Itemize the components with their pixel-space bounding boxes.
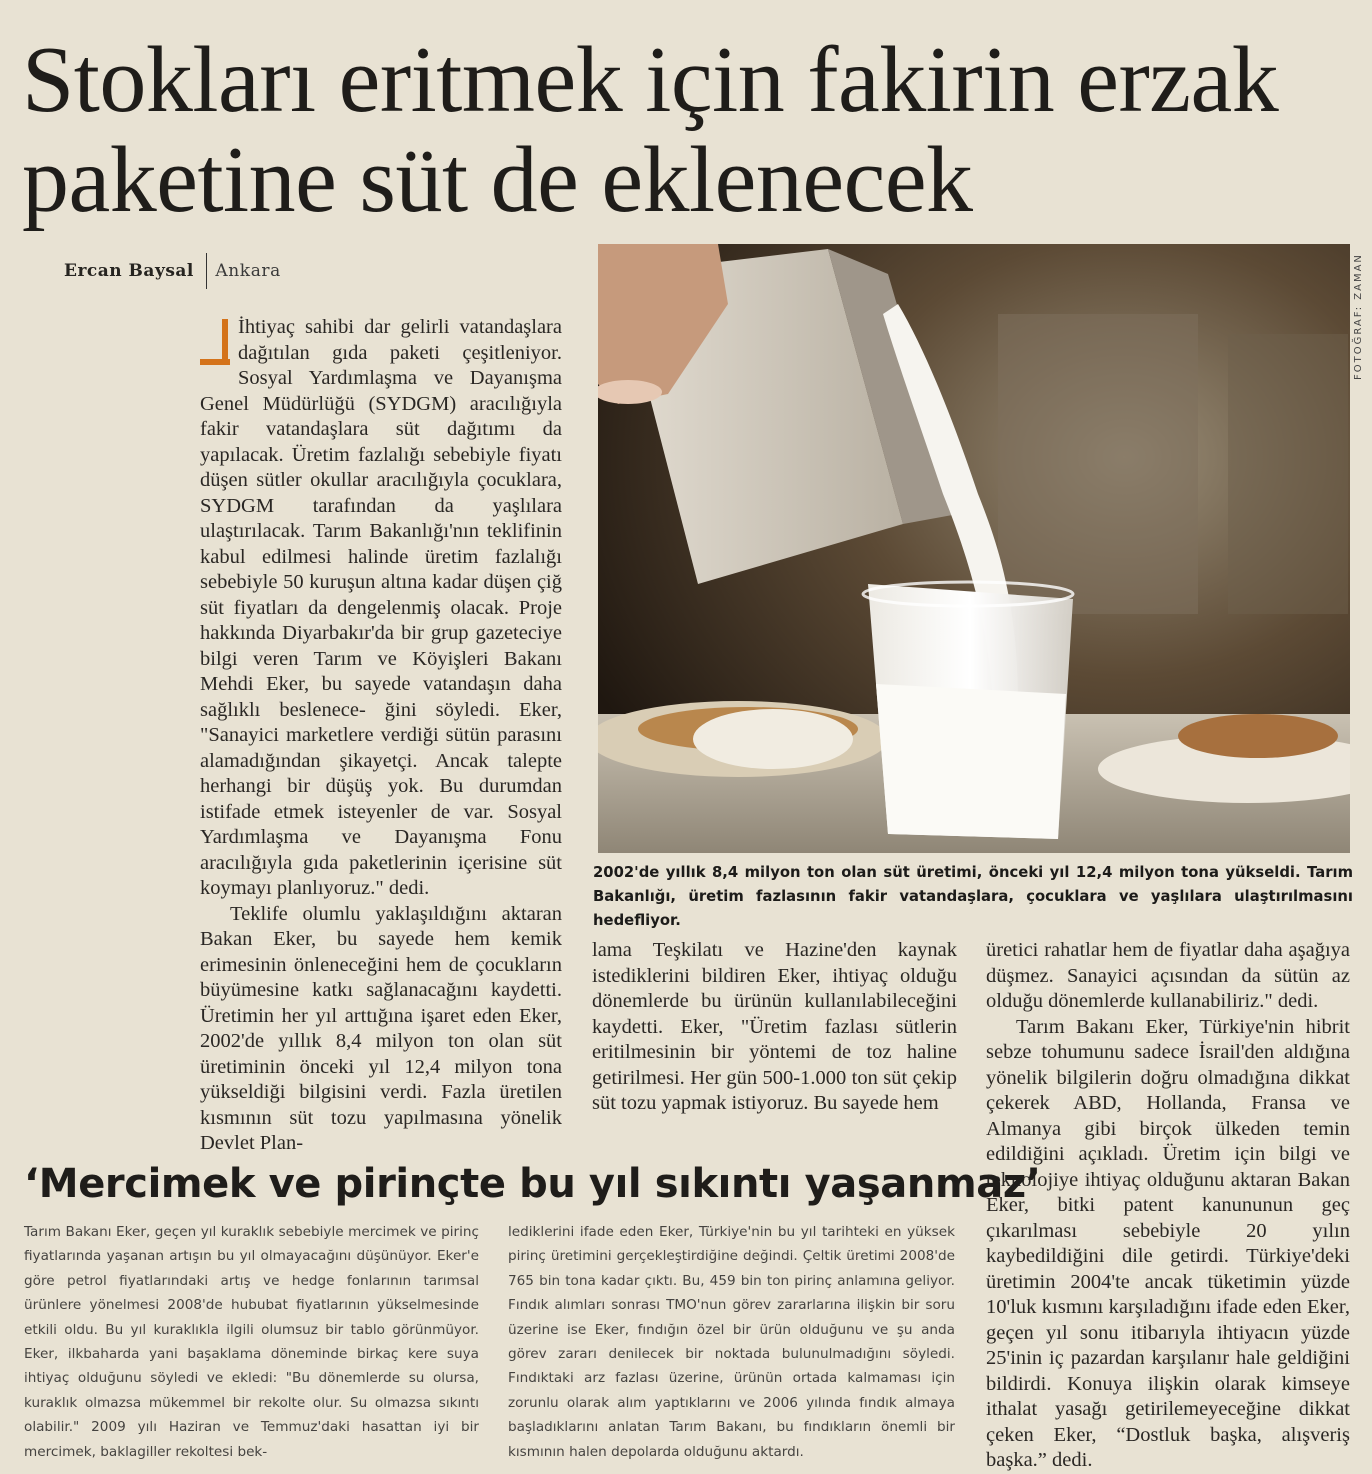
- milk-pouring-image: [598, 244, 1350, 853]
- article-column-1: [200, 315, 562, 1157]
- drop-marker-icon: [200, 319, 230, 371]
- milk-photo: [598, 244, 1350, 853]
- article-column-3: [986, 938, 1350, 1474]
- article-paragraph: lama Teşkilatı ve Hazine'den kaynak istediklerini bildiren Eker, ihtiyaç olduğu dönemlerde bu ürünün kullanılabileceğini kaydetti. Eker, "Üretim fazlası sütlerin eritilmesinin bir yöntemi de toz haline getirilmesi. Her gün 500-1.000 ton süt çekip süt tozu yapmak istiyoruz. Bu sayede hem: [592, 939, 957, 1114]
- headline: Stokları eritmek için fakirin erzak paketine süt de eklenecek: [22, 28, 1279, 232]
- byline: [64, 253, 281, 289]
- article-paragraph: İhtiyaç sahibi dar gelirli vatandaşlara dağıtılan gıda paketi çeşitleniyor. Sosyal Yardımlaşma ve Dayanışma Genel Müdürlüğü (SYDGM) aracılığıyla fakir vatandaşlara süt dağıtımı da yapılacak. Üretim fazlalığı sebebiyle fiyatı düşen sütler okullar aracılığıyla çocuklara, SYDGM tarafından da yaşlılara ulaştırılacak. Tarım Bakanlığı'nın teklifinin kabul edilmesi halinde üretim fazlalığı sebebiyle 50 kuruşun altına kadar düşen çiğ süt fiyatları da dengelenmiş olacak. Proje hakkında Diyarbakır'da bir grup gazeteciye bilgi veren Tarım ve Köyişleri Bakanı Mehdi Eker, bu sayede vatandaşın daha sağlıklı beslenece- ğini söyledi. Eker, "Sanayici marketlere verdiği sütün parasını alamadığından şikayetçi. Ancak talepte herhangi bir düşüş yok. Bu durumdan istifade etmek isteyenler de var. Sosyal Yardımlaşma ve Dayanışma Fonu aracılığıyla gıda paketlerinin içerisine süt koymayı planlıyoruz." dedi.: [200, 316, 562, 899]
- sidebar-column-2: [508, 1220, 955, 1464]
- byline-divider: [206, 253, 208, 289]
- article-paragraph: Teklife olumlu yaklaşıldığını aktaran Bakan Eker, bu sayede hem kemik erimesinin önleneceğini hem de çocukların büyümesine katkı sağlanacağını kaydetti. Üretimin her yıl arttığına işaret eden Eker, 2002'de yıllık 8,4 milyon ton olan süt üretiminin önceki yıl 12,4 milyon tona yükseldiği bilgisini verdi. Fazla üretilen kısmının süt tozu yapılmasına yönelik Devlet Plan-: [200, 902, 562, 1154]
- article-column-2: [592, 938, 957, 1117]
- photo-credit: FOTOĞRAF: ZAMAN: [1353, 253, 1364, 380]
- sidebar-column-1: [24, 1220, 479, 1464]
- byline-author: Ercan Baysal: [64, 261, 194, 281]
- photo-caption: 2002'de yıllık 8,4 milyon ton olan süt üretimi, önceki yıl 12,4 milyon tona yükseldi. Tarım Bakanlığı, üretim fazlasının fakir vatandaşlara, çocuklara ve yaşlılara ulaştırılmasını hedefliyor.: [593, 864, 1353, 929]
- sidebar-title: ‘Mercimek ve pirinçte bu yıl sıkıntı yaşanmaz’: [24, 1161, 1041, 1207]
- sidebar-paragraph: Tarım Bakanı Eker, geçen yıl kuraklık sebebiyle mercimek ve pirinç fiyatlarında yaşanan artışın bu yıl olmayacağını düşünüyor. Eker'e göre petrol fiyatlarındaki artış ve hedge fonlarının tarımsal ürünlere yönelmesi 2008'de hububat fiyatlarının yükselmesinde etkili oldu. Bu yıl kuraklıkla ilgili olumsuz bir tablo görünmüyor. Eker, ilkbaharda yani başaklama döneminde birkaç kere suya ihtiyaç olduğunu söyledi ve ekledi: "Bu dönemlerde su olursa, kuraklık olmazsa mükemmel bir rekolte olur. Su olmazsa sıkıntı olabilir." 2009 yılı Haziran ve Temmuz'daki hasattan iyi bir mercimek, baklagiller rekoltesi bek-: [24, 1224, 479, 1460]
- byline-place: Ankara: [215, 261, 281, 281]
- article-paragraph: Tarım Bakanı Eker, Türkiye'nin hibrit sebze tohumunu sadece İsrail'den aldığına yönelik bilgilerin doğru olmadığına dikkat çekerek ABD, Hollanda, Fransa ve Almanya gibi birçok ülkeden temin edildiğini açıkladı. Üretim için bilgi ve teknolojiye ihtiyaç olduğunu aktaran Bakan Eker, bitki patent kanununun geç çıkarılması sebebiyle 20 yılın kaybedildiğini dile getirdi. Türkiye'deki üretimin 2004'te ancak tüketimin yüzde 10'luk kısmını karşıladığını ifade eden Eker, geçen yıl sonu itibarıyla ihtiyacın yüzde 25'inin iç pazardan karşılanır hale geldiğini bildirdi. Konuya ilişkin olarak kimseye ithalat yasağı getirilemeyeceğine dikkat çeken Eker, “Dostluk başka, alışveriş başka.” dedi.: [986, 1015, 1350, 1471]
- sidebar-paragraph: lediklerini ifade eden Eker, Türkiye'nin bu yıl tarihteki en yüksek pirinç üretimini gerçekleştirdiğine değindi. Çeltik üretimi 2008'de 765 bin tona kadar çıktı. Bu, 459 bin ton pirinç anlamına geliyor. Fındık alımları sonrası TMO'nun görev zararlarına ilişkin bir soru üzerine ise Eker, fındığın özel bir ürün olduğunu ve şu anda görev zararı denilecek bir noktada bulunulmadığını söyledi. Fındıktaki arz fazlası üzerine, ürünün ortada kalmaması için zorunlu olarak alım yaptıklarını ve 2006 yılında fındık almaya başladıklarını anlatan Tarım Bakanı, bu fındıkların önemli bir kısmının halen depolarda olduğunu aktardı.: [508, 1224, 955, 1460]
- article-paragraph: üretici rahatlar hem de fiyatlar daha aşağıya düşmez. Sanayici açısından da sütün az olduğu dönemlerde kullanabiliriz." dedi.: [986, 939, 1350, 1012]
